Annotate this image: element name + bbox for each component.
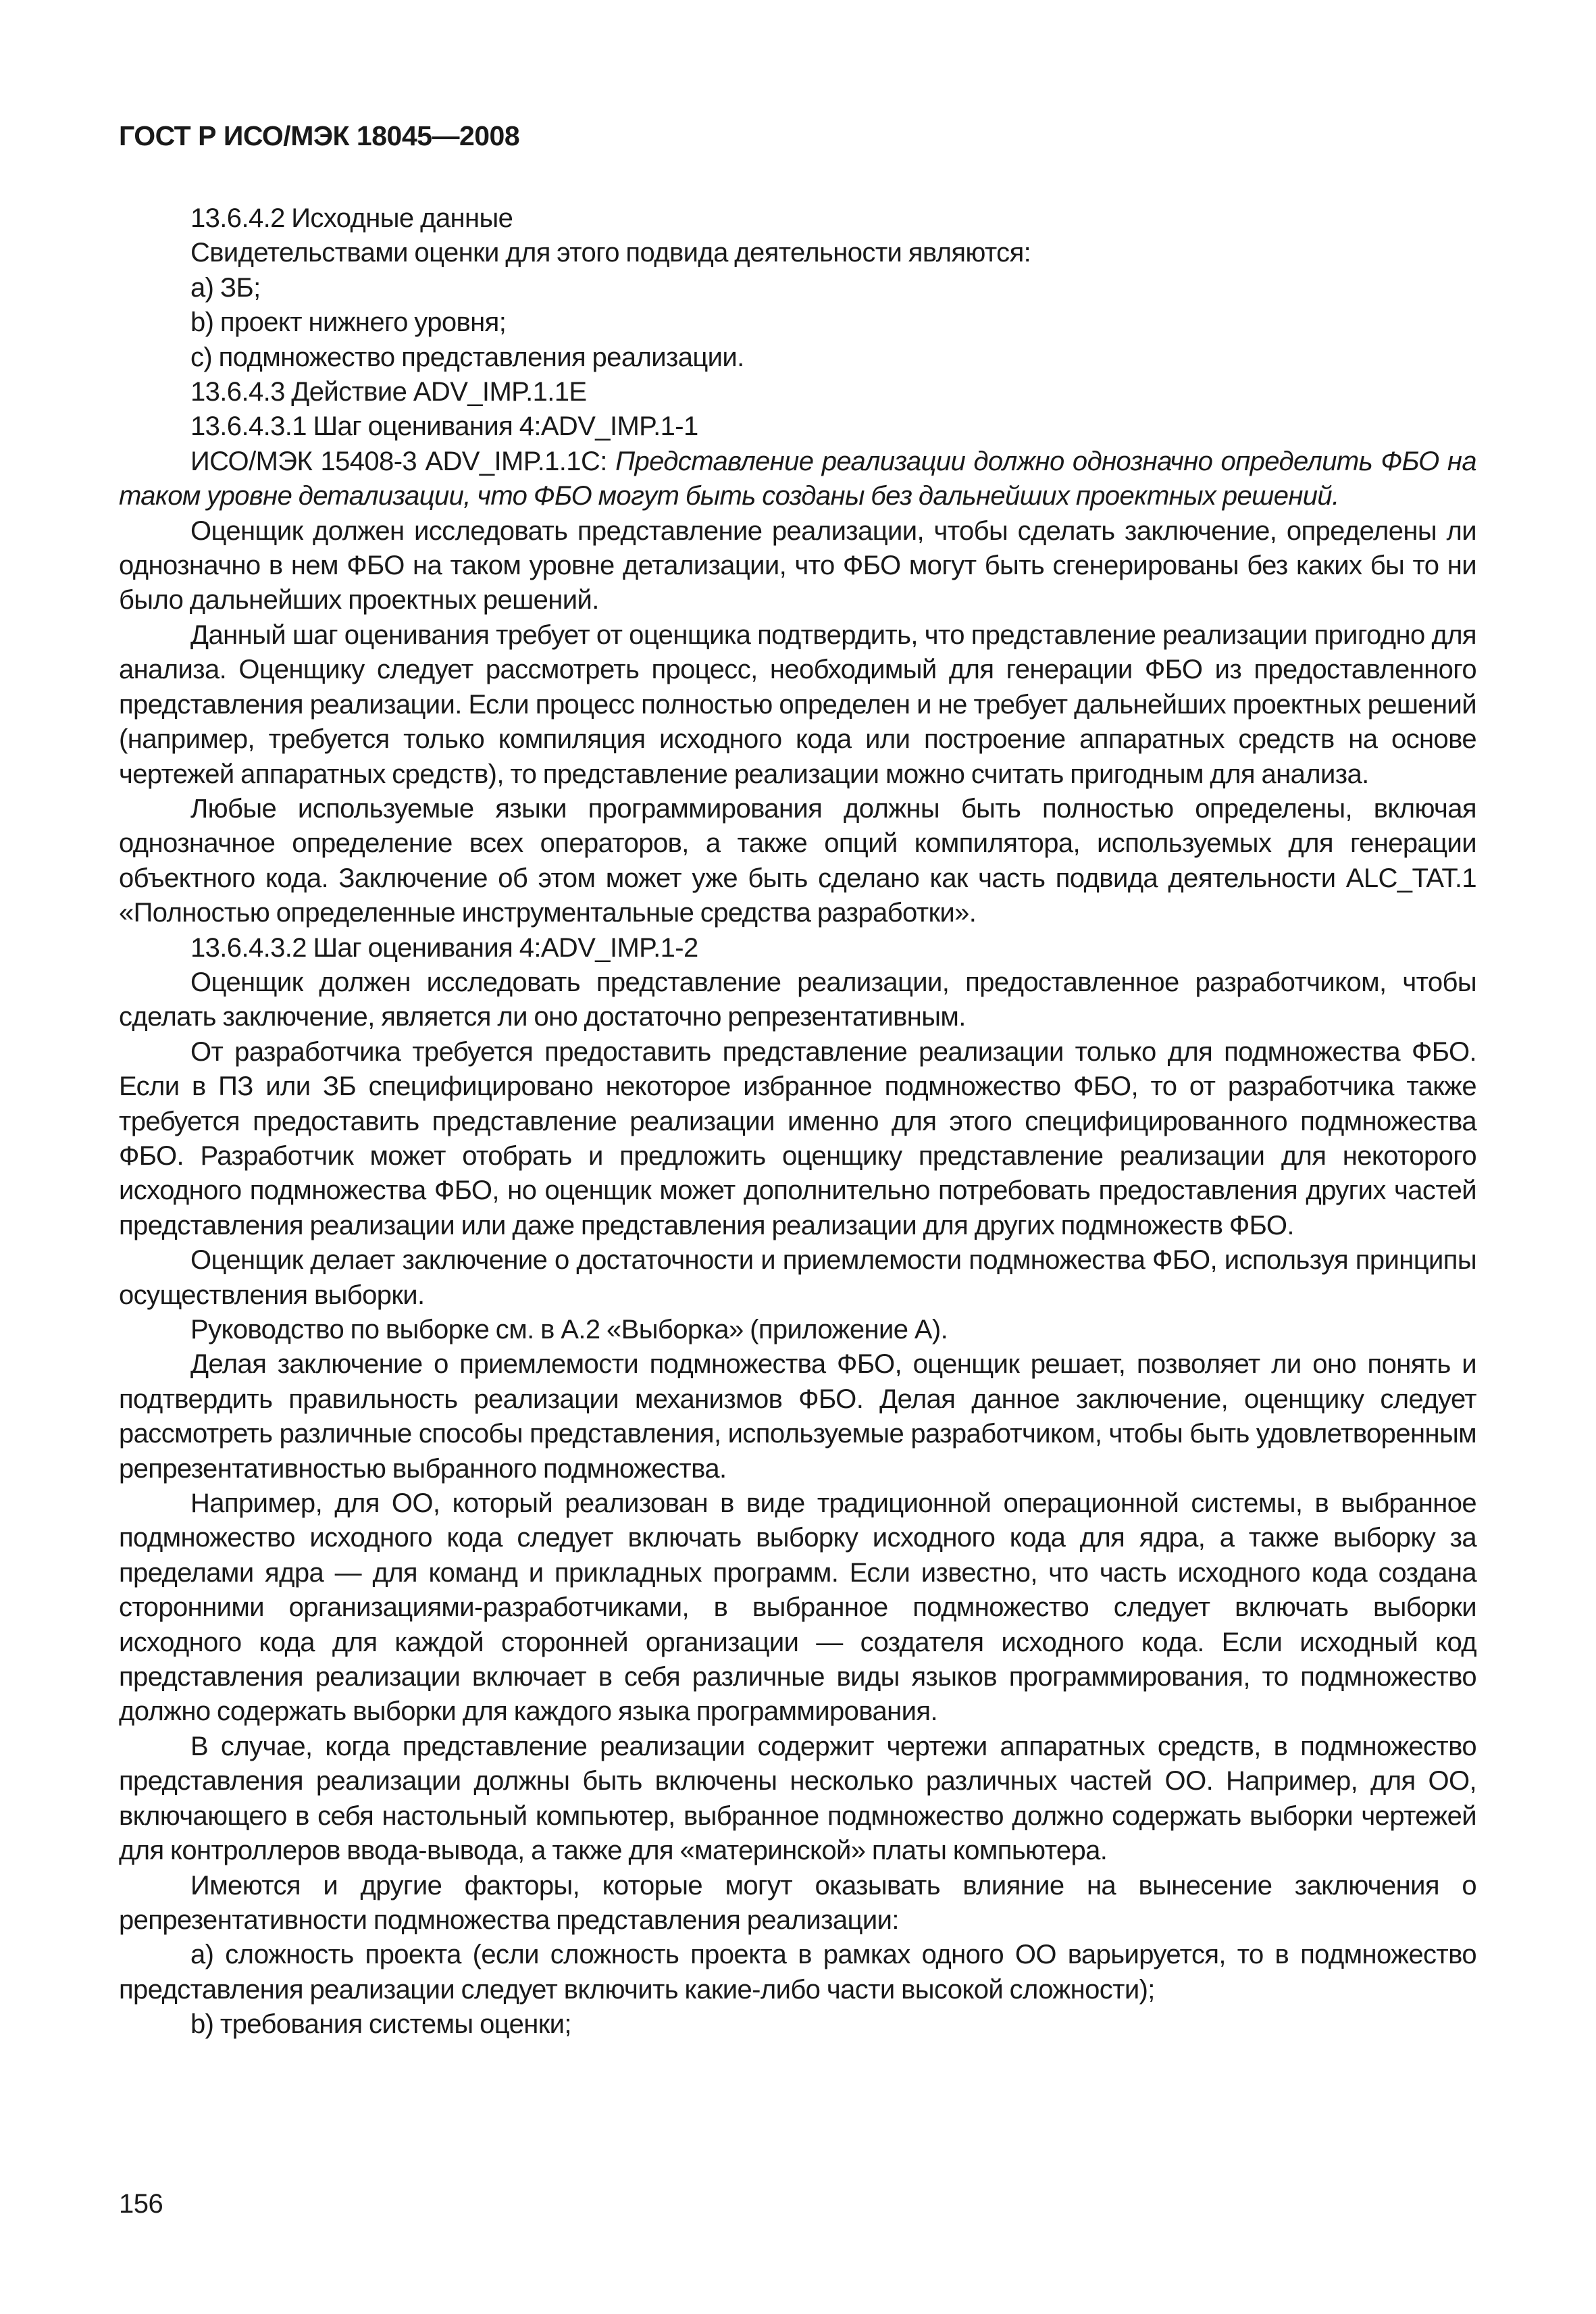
paragraph: Имеются и другие факторы, которые могут оказывать влияние на вынесение заключения о репрезентативности подмножества представления реализации: [119,1870,1476,1935]
paragraph: Руководство по выборке см. в А.2 «Выборка» (приложение А). [190,1315,948,1344]
section-heading: 13.6.4.3.2 Шаг оценивания 4:ADV_IMP.1-2 [190,932,698,963]
paragraph: Любые используемые языки программирования должны быть полностью определены, включая однозначное определение всех операторов, а также опций компилятора, используемых для генерации объектного кода. Заключение об этом может уже быть сделано как часть подвида деятельности ALC_TAT.1 «Полностью определенные инструментальные средства разработки». [119,793,1476,928]
iso-requirement [119,445,1476,514]
list-item: a) ЗБ; [190,272,261,303]
section-heading: 13.6.4.2 Исходные данные [190,203,513,233]
list-item: b) требования системы оценки; [190,2009,571,2040]
paragraph: Оценщик должен исследовать представление реализации, чтобы сделать заключение, определены ли однозначно в нем ФБО на таком уровне детализации, что ФБО могут быть сгенерированы без каких бы то ни было дальнейших проектных решений. [119,515,1476,615]
iso-requirement-prefix: ИСО/МЭК 15408-3 ADV_IMP.1.1C: [190,446,616,476]
list-item: c) подмножество представления реализации. [190,342,744,372]
document-header: ГОСТ Р ИСО/МЭК 18045—2008 [119,120,520,151]
iso-requirement-text: Представление реализации должно однозначно определить ФБО на таком уровне детализации, что ФБО могут быть созданы без дальнейших проектных решений. [119,446,1476,511]
section-heading: 13.6.4.3.1 Шаг оценивания 4:ADV_IMP.1-1 [190,411,698,442]
paragraph: От разработчика требуется предоставить представление реализации только для подмножества ФБО. Если в ПЗ или ЗБ специфицировано некоторое избранное подмножество ФБО, то от разработчика также требуется предоставить представление реализации именно для этого специфицированного подмножества ФБО. Разработчик может отобрать и предложить оценщику представление реализации для некоторого исходного подмножества ФБО, но оценщик может дополнительно потребовать предоставления других частей представления реализации или даже представления реализации для других подмножеств ФБО. [119,1036,1476,1240]
document-body [119,201,1476,2042]
paragraph: Например, для ОО, который реализован в виде традиционной операционной системы, в выбранное подмножество исходного кода следует включать выборку исходного кода для ядра, а также выборку за пределами ядра — для команд и прикладных программ. Если известно, что часть исходного кода создана сторонними организациями-разработчиками, в выбранное подмножество следует включать выборки исходного кода для каждой сторонней организации — создателя исходного кода. Если исходный код представления реализации включает в себя различные виды языков программирования, то подмножество должно содержать выборки для каждого языка программирования. [119,1488,1476,1727]
paragraph: Свидетельствами оценки для этого подвида деятельности являются: [190,238,1031,268]
paragraph: Данный шаг оценивания требует от оценщика подтвердить, что представление реализации пригодно для анализа. Оценщику следует рассмотреть процесс, необходимый для генерации ФБО из предоставленного представления реализации. Если процесс полностью определен и не требует дальнейших проектных решений (например, требуется только компиляция исходного кода или построение аппаратных средств на основе чертежей аппаратных средств), то представление реализации можно считать пригодным для анализа. [119,620,1476,789]
list-item: a) сложность проекта (если сложность проекта в рамках одного ОО варьируется, то в подмножество представления реализации следует включить какие-либо части высокой сложности); [119,1940,1476,2005]
list-item: b) проект нижнего уровня; [190,307,507,338]
paragraph: Делая заключение о приемлемости подмножества ФБО, оценщик решает, позволяет ли оно понять и подтвердить правильность реализации механизмов ФБО. Делая данное заключение, оценщику следует рассмотреть различные способы представления, используемые разработчиком, чтобы быть удовлетворенным репрезентативностью выбранного подмножества. [119,1349,1476,1484]
section-heading: 13.6.4.3 Действие ADV_IMP.1.1E [190,377,587,407]
paragraph: Оценщик должен исследовать представление реализации, предоставленное разработчиком, чтобы сделать заключение, является ли оно достаточно репрезентативным. [119,967,1476,1032]
page-number: 156 [119,2189,163,2219]
paragraph: В случае, когда представление реализации содержит чертежи аппаратных средств, в подмножество представления реализации должны быть включены несколько различных частей ОО. Например, для ОО, включающего в себя настольный компьютер, выбранное подмножество должно содержать выборки чертежей для контроллеров ввода-вывода, а также для «материнской» платы компьютера. [119,1731,1476,1866]
paragraph: Оценщик делает заключение о достаточности и приемлемости подмножества ФБО, используя принципы осуществления выборки. [119,1245,1476,1310]
